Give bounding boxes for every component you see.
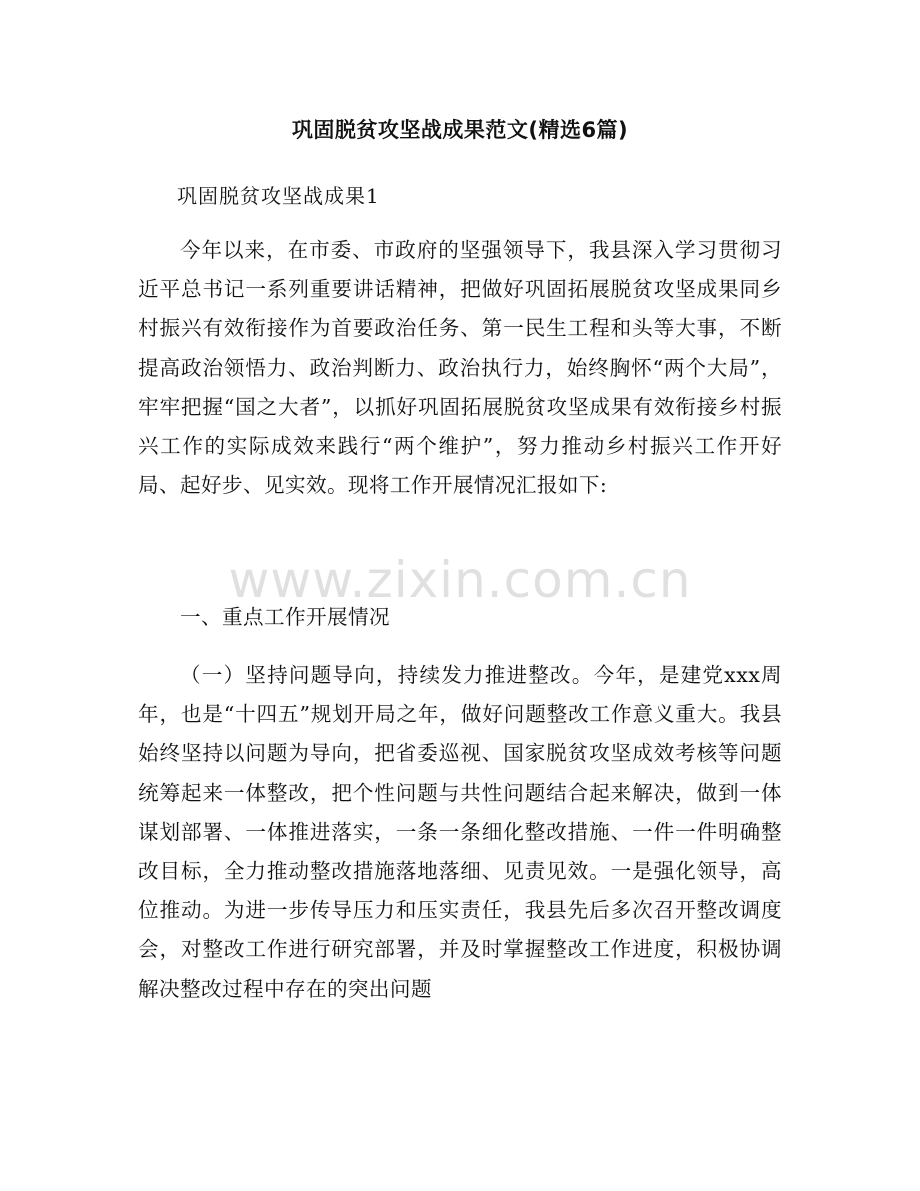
document-subtitle: 巩固脱贫攻坚战成果1: [177, 184, 380, 208]
watermark: www.zixin.com.cn: [228, 551, 692, 609]
section-1-heading: 一、重点工作开展情况: [180, 605, 390, 629]
paragraph-2: （一）坚持问题导向，持续发力推进整改。今年，是建党xxx周年，也是“十四五”规划开局之年，做好问题整改工作意义重大。我县始终坚持以问题为导向，把省委巡视、国家脱贫攻坚成效考核等问题统筹起来一体整改，把个性问题与共性问题结合起来解决，做到一体谋划部署、一体推进落实，一条一条细化整改措施、一件一件明确整改目标，全力推动整改措施落地落细、见责见效。一是强化领导，高位推动。为进一步传导压力和压实责任，我县先后多次召开整改调度会，对整改工作进行研究部署，并及时掌握整改工作进度，积极协调解决整改过程中存在的突出问题: [138, 663, 782, 1001]
paragraph-1: 今年以来，在市委、市政府的坚强领导下，我县深入学习贯彻习近平总书记一系列重要讲话精神，把做好巩固拓展脱贫攻坚成果同乡村振兴有效衔接作为首要政治任务、第一民生工程和头等大事，不断提高政治领悟力、政治判断力、政治执行力，始终胸怀“两个大局”，牢牢把握“国之大者”，以抓好巩固拓展脱贫攻坚成果有效衔接乡村振兴工作的实际成效来践行“两个维护”，努力推动乡村振兴工作开好局、起好步、见实效。现将工作开展情况汇报如下:: [138, 238, 782, 498]
document-title: 巩固脱贫攻坚战成果范文(精选6篇): [291, 118, 629, 142]
